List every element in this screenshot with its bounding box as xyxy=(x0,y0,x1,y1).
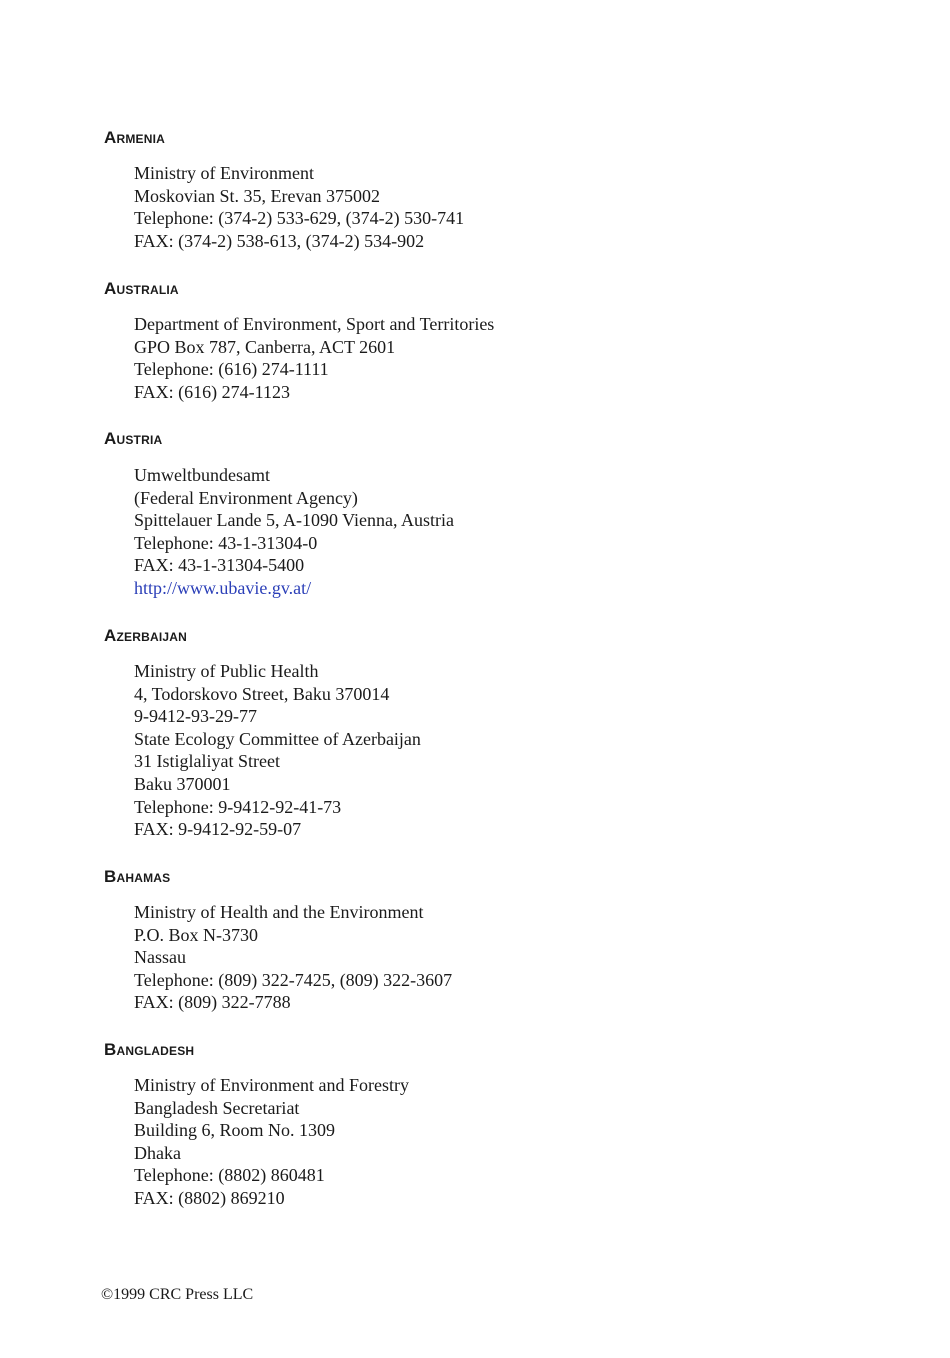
country-heading-armenia: Armenia xyxy=(104,128,166,147)
address-block-armenia xyxy=(134,162,464,252)
fax-line: FAX: (616) 274-1123 xyxy=(134,381,290,402)
address-block-azerbaijan xyxy=(134,660,421,841)
address-line: Nassau xyxy=(134,947,186,968)
fax-line: FAX: (374-2) 538-613, (374-2) 534-902 xyxy=(134,230,425,251)
address-block-austria xyxy=(134,464,454,600)
address-line: Department of Environment, Sport and Territories xyxy=(134,314,495,334)
address-line: P.O. Box N-3730 xyxy=(134,924,259,945)
telephone-line: 9-9412-93-29-77 xyxy=(134,706,257,727)
telephone-line: Telephone: (809) 322-7425, (809) 322-3607 xyxy=(134,969,453,990)
address-line: Baku 370001 xyxy=(134,773,231,794)
country-heading-azerbaijan: Azerbaijan xyxy=(104,626,187,645)
country-heading-bangladesh: Bangladesh xyxy=(104,1040,195,1059)
telephone-line: Telephone: (374-2) 533-629, (374-2) 530-741 xyxy=(134,208,465,229)
fax-line: FAX: 43-1-31304-5400 xyxy=(134,555,305,576)
address-line: Ministry of Environment and Forestry xyxy=(134,1075,409,1095)
fax-line: FAX: (8802) 869210 xyxy=(134,1187,285,1208)
telephone-line: Telephone: (616) 274-1111 xyxy=(134,359,329,380)
address-block-australia xyxy=(134,313,494,403)
address-line: 4, Todorskovo Street, Baku 370014 xyxy=(134,683,390,704)
address-line: Ministry of Health and the Environment xyxy=(134,902,424,922)
address-line: 31 Istiglaliyat Street xyxy=(134,751,280,772)
address-line: State Ecology Committee of Azerbaijan xyxy=(134,728,421,749)
country-heading-austria: Austria xyxy=(104,429,163,448)
address-line: (Federal Environment Agency) xyxy=(134,487,358,508)
address-line: Ministry of Public Health xyxy=(134,661,319,681)
fax-line: FAX: (809) 322-7788 xyxy=(134,992,291,1013)
telephone-line: Telephone: (8802) 860481 xyxy=(134,1165,325,1186)
address-block-bangladesh xyxy=(134,1074,409,1210)
copyright-footer: ©1999 CRC Press LLC xyxy=(101,1286,254,1303)
address-line: Dhaka xyxy=(134,1142,181,1163)
telephone-line: Telephone: 9-9412-92-41-73 xyxy=(134,796,342,817)
address-block-bahamas xyxy=(134,901,452,1014)
address-line: Bangladesh Secretariat xyxy=(134,1097,300,1118)
country-heading-australia: Australia xyxy=(104,279,179,298)
address-line: Umweltbundesamt xyxy=(134,465,270,485)
address-line: Moskovian St. 35, Erevan 375002 xyxy=(134,185,380,206)
address-line: GPO Box 787, Canberra, ACT 2601 xyxy=(134,336,396,357)
telephone-line: Telephone: 43-1-31304-0 xyxy=(134,532,318,553)
address-line: Ministry of Environment xyxy=(134,163,314,183)
website-link[interactable]: http://www.ubavie.gv.at/ xyxy=(134,577,312,598)
fax-line: FAX: 9-9412-92-59-07 xyxy=(134,819,302,840)
country-heading-bahamas: Bahamas xyxy=(104,867,171,886)
address-line: Building 6, Room No. 1309 xyxy=(134,1120,336,1141)
address-line: Spittelauer Lande 5, A-1090 Vienna, Austria xyxy=(134,510,455,531)
